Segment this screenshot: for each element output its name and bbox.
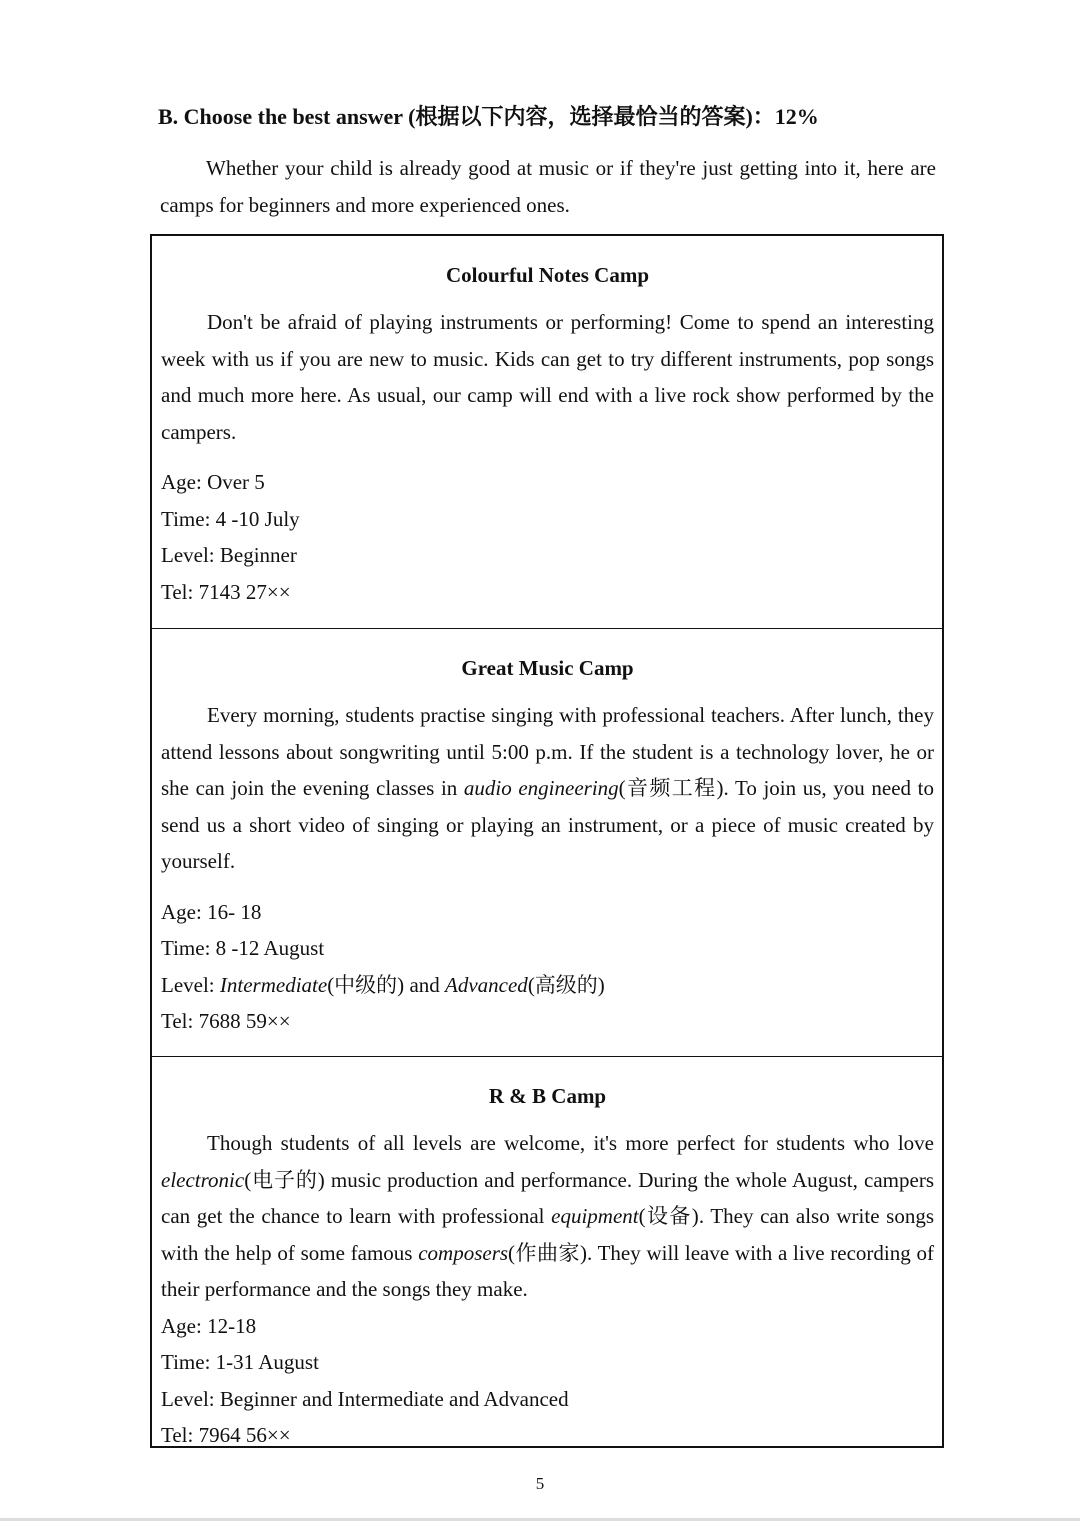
camp-description: [161, 1125, 934, 1308]
level-prefix: Level:: [161, 972, 220, 997]
camp-tel: Tel: 7688 59××: [161, 1009, 291, 1033]
camp-title: Great Music Camp: [461, 656, 634, 680]
camp-r-and-b: [152, 1056, 942, 1446]
camp-time: Time: 1-31 August: [161, 1350, 319, 1374]
desc-text: Every morning, students practise singing with professional teachers. After lunch, they attend lessons about songwriting until 5:00 p.m. If the student is a technology lover, he or she can join the evening classes in: [161, 703, 934, 800]
camp-time: Time: 4 -10 July: [161, 506, 300, 531]
page-bottom-divider: [0, 1518, 1080, 1521]
intro-paragraph: Whether your child is already good at music or if they're just getting into it, here are camps for beginners and more experienced ones.: [160, 156, 936, 217]
camp-info: [161, 894, 934, 1040]
camp-title: R & B Camp: [488, 1084, 607, 1108]
level-term-advanced: Advanced: [445, 972, 528, 997]
gloss-audio-engineering: (音频工程): [618, 776, 724, 800]
term-audio-engineering: audio engineering: [463, 776, 619, 800]
camp-age: Age: 16- 18: [161, 899, 262, 924]
level-gloss-advanced: (高级的): [527, 972, 605, 997]
page-number: 5: [535, 1474, 545, 1493]
term-equipment: equipment: [551, 1204, 639, 1228]
camp-tel: Tel: 7143 27××: [161, 579, 291, 604]
gloss-composers: (作曲家): [508, 1240, 587, 1265]
camp-time: Time: 8 -12 August: [161, 936, 325, 960]
desc-text: . They can also write songs with the help of some famous: [161, 1204, 935, 1265]
camp-description: [161, 697, 934, 880]
camp-tel: Tel: 7964 56××: [161, 1423, 291, 1447]
level-term-intermediate: Intermediate: [219, 972, 328, 997]
camp-description: Don't be afraid of playing instruments or performing! Come to spend an interesting week with us if you are new to music. Kids can get to try different instruments, pop songs and much more here. As usual, our camp will end with a live rock show performed by the campers.: [161, 310, 934, 444]
camp-level: [161, 967, 934, 1004]
camp-info: [161, 1308, 934, 1454]
desc-text: . They will leave with a live recording of their performance and the songs they make.: [161, 1240, 934, 1301]
desc-text: Though students of all levels are welcome, it's more perfect for students who love: [207, 1131, 934, 1155]
camp-colourful-notes: [152, 236, 942, 628]
camp-age: Age: Over 5: [161, 470, 265, 494]
camp-great-music: [152, 628, 942, 1056]
camp-age: Age: 12-18: [161, 1313, 257, 1338]
camp-level: Level: Beginner: [161, 543, 297, 567]
gloss-electronic: (电子的): [244, 1167, 325, 1192]
camp-info: [161, 464, 934, 610]
gloss-equipment: (设备): [638, 1204, 699, 1228]
section-heading: B. Choose the best answer (根据以下内容，选择最恰当的答案)：12%: [158, 104, 819, 129]
term-composers: composers: [418, 1240, 509, 1265]
term-electronic: electronic: [161, 1167, 245, 1192]
camps-table: [150, 234, 944, 1448]
desc-text: music production and performance. During the whole August, campers can get the chance to learn with professional: [161, 1167, 934, 1228]
camp-level: Level: Beginner and Intermediate and Advanced: [161, 1386, 569, 1411]
level-gloss-intermediate: (中级的): [327, 972, 405, 997]
desc-text: . To join us, you need to send us a short video of singing or playing an instrument, or a piece of music created by yourself.: [161, 776, 934, 873]
camp-title: Colourful Notes Camp: [446, 263, 649, 287]
level-and: and: [404, 972, 446, 997]
